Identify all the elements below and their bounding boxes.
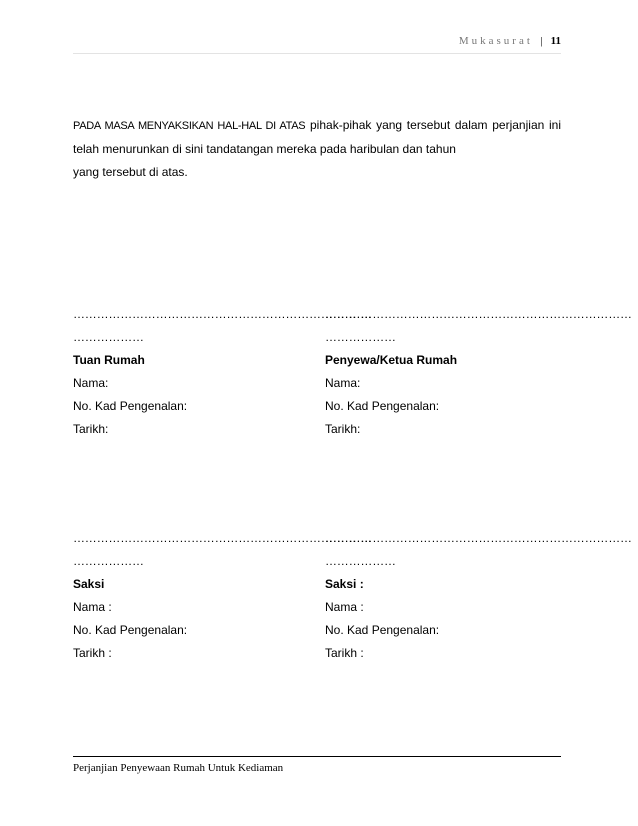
witness-clause-caps: PADA MASA MENYAKSIKAN HAL-HAL DI ATAS: [73, 120, 306, 132]
ic-number-label: No. Kad Pengenalan:: [325, 399, 440, 413]
tenant-signature-block: [325, 303, 632, 441]
witness-clause-paragraph: [73, 114, 561, 161]
signature-line: ……………………………………………………………………: [325, 307, 632, 321]
witness-clause: [73, 114, 561, 184]
page-header: [459, 35, 561, 47]
signature-line: ……………………………………………………………………: [325, 531, 632, 545]
signature-line: ………………………………………………………………….: [73, 531, 372, 545]
witness-1-signature-block: [73, 527, 372, 665]
landlord-role: Tuan Rumah: [73, 353, 145, 367]
ic-number-label: No. Kad Pengenalan:: [73, 623, 188, 637]
ic-number-label: No. Kad Pengenalan:: [325, 623, 440, 637]
footer-rule: [73, 756, 561, 757]
name-label: Nama:: [325, 376, 361, 390]
footer-title: Perjanjian Penyewaan Rumah Untuk Kediaman: [73, 762, 284, 774]
date-label: Tarikh :: [325, 646, 364, 660]
page-number: 11: [550, 35, 561, 47]
witness-clause-rest: pihak-pihak yang tersebut dalam perjanjian ini telah menurunkan di sini tandatangan mereka pada haribulan dan tahun: [73, 118, 561, 156]
landlord-signature-block: [73, 303, 372, 441]
header-rule: [73, 53, 561, 54]
page-label: Mukasurat: [458, 35, 533, 47]
name-label: Nama:: [73, 376, 109, 390]
tenant-role: Penyewa/Ketua Rumah: [325, 353, 458, 367]
witness-clause-end: yang tersebut di atas.: [73, 165, 188, 179]
signature-line: ………………………………………………………………….: [73, 307, 372, 321]
signature-line-continued: ………………: [73, 330, 144, 344]
witness-role: Saksi :: [325, 577, 364, 591]
signature-line-continued: ………………: [325, 554, 396, 568]
witness-role: Saksi: [73, 577, 105, 591]
date-label: Tarikh :: [73, 646, 112, 660]
witness-2-signature-block: [325, 527, 632, 665]
page-separator: |: [540, 35, 543, 47]
ic-number-label: No. Kad Pengenalan:: [73, 399, 188, 413]
signature-line-continued: ………………: [73, 554, 144, 568]
date-label: Tarikh:: [73, 422, 109, 436]
signature-line-continued: ………………: [325, 330, 396, 344]
date-label: Tarikh:: [325, 422, 361, 436]
name-label: Nama :: [325, 600, 364, 614]
name-label: Nama :: [73, 600, 112, 614]
